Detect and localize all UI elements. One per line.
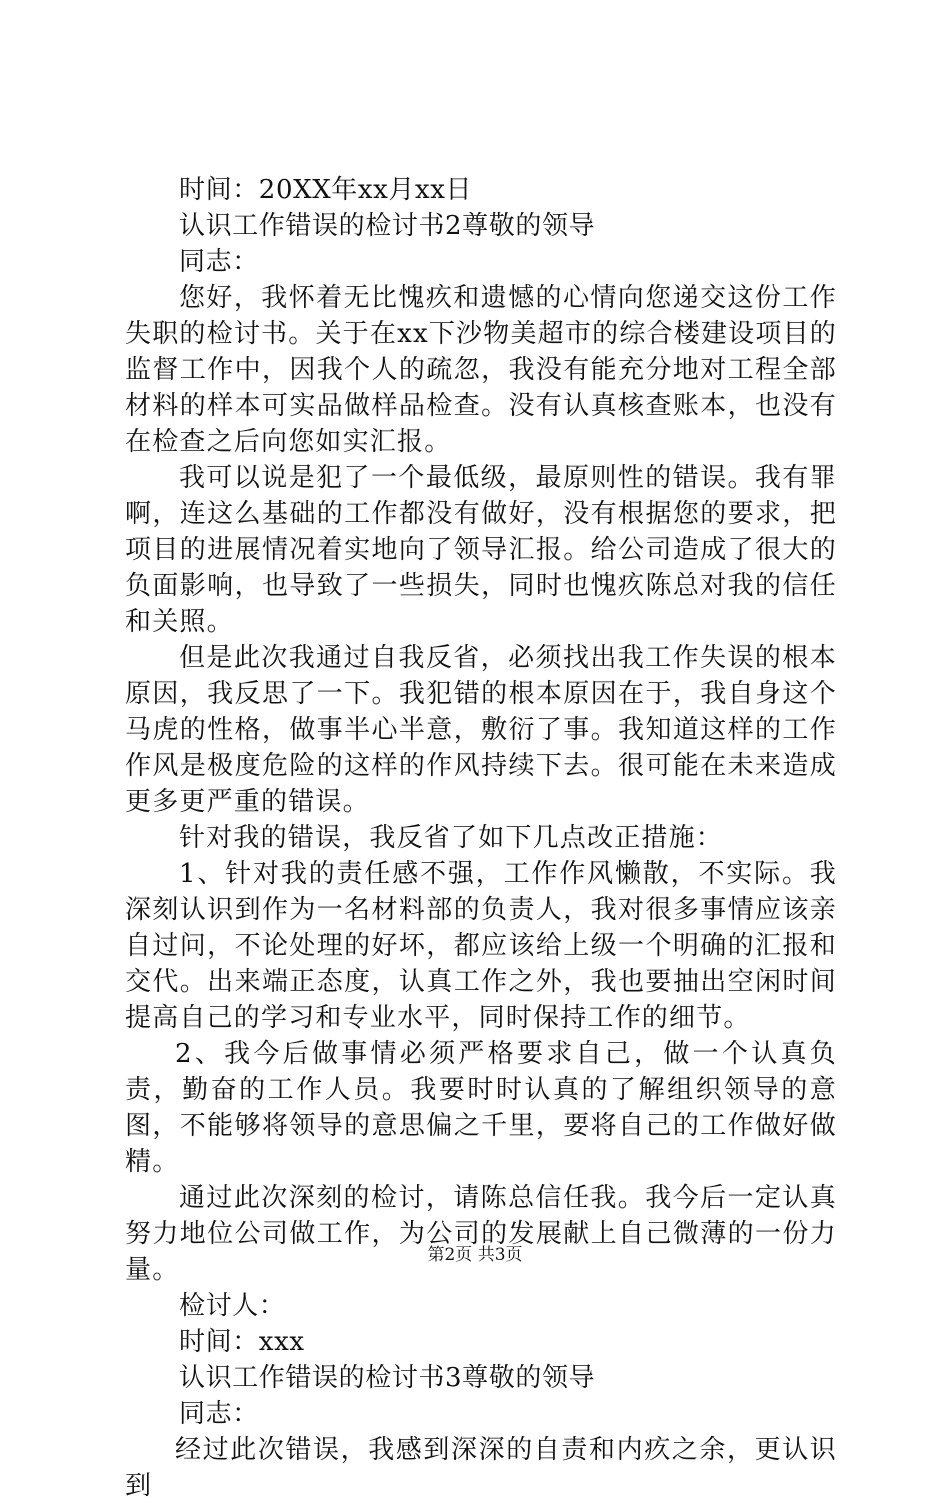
letter-title-3: 认识工作错误的检讨书3尊敬的领导 xyxy=(179,1363,596,1393)
paragraph-7: 通过此次深刻的检讨，请陈总信任我。我今后一定认真努力地位公司做工作，为公司的发展献上自己微薄的一份力量。 xyxy=(125,1183,837,1285)
document-body xyxy=(125,172,837,1504)
page-number-footer: 第2页 共3页 xyxy=(427,1245,523,1265)
paragraph-3: 但是此次我通过自我反省，必须找出我工作失误的根本原因，我反思了一下。我犯错的根本原因在于，我自身这个马虎的性格，做事半心半意，敷衍了事。我知道这样的工作作风是极度危险的这样的作风持续下去。很可能在未来造成更多更严重的错误。 xyxy=(125,643,837,817)
salutation-3: 同志： xyxy=(179,1399,259,1429)
paragraph-6: 2、我今后做事情必须严格要求自己，做一个认真负责，勤奋的工作人员。我要时时认真的了解组织领导的意图，不能够将领导的意思偏之千里，要将自己的工作做好做精。 xyxy=(125,1039,837,1177)
salutation-2: 同志： xyxy=(179,247,259,277)
paragraph-5: 1、针对我的责任感不强，工作作风懒散，不实际。我深刻认识到作为一名材料部的负责人，我对很多事情应该亲自过问，不论处理的好坏，都应该给上级一个明确的汇报和交代。出来端正态度，认真工作之外，我也要抽出空闲时间提高自己的学习和专业水平，同时保持工作的细节。 xyxy=(125,859,837,1033)
signer-line: 检讨人： xyxy=(179,1291,286,1321)
date-line: 时间：20XX年xx月xx日 xyxy=(179,175,473,205)
date-line-2: 时间：xxx xyxy=(179,1327,305,1357)
letter-title-2: 认识工作错误的检讨书2尊敬的领导 xyxy=(179,211,596,241)
paragraph-2: 我可以说是犯了一个最低级，最原则性的错误。我有罪啊，连这么基础的工作都没有做好，没有根据您的要求，把项目的进展情况着实地向了领导汇报。给公司造成了很大的负面影响，也导致了一些损失，同时也愧疚陈总对我的信任和关照。 xyxy=(125,463,837,637)
paragraph-1: 您好，我怀着无比愧疚和遗憾的心情向您递交这份工作失职的检讨书。关于在xx下沙物美超市的综合楼建设项目的监督工作中，因我个人的疏忽，我没有能充分地对工程全部材料的样本可实品做样品检查。没有认真核查账本，也没有在检查之后向您如实汇报。 xyxy=(125,283,837,457)
paragraph-8: 经过此次错误，我感到深深的自责和内疚之余，更认识到 xyxy=(125,1435,837,1501)
paragraph-4: 针对我的错误，我反省了如下几点改正措施： xyxy=(179,823,724,853)
